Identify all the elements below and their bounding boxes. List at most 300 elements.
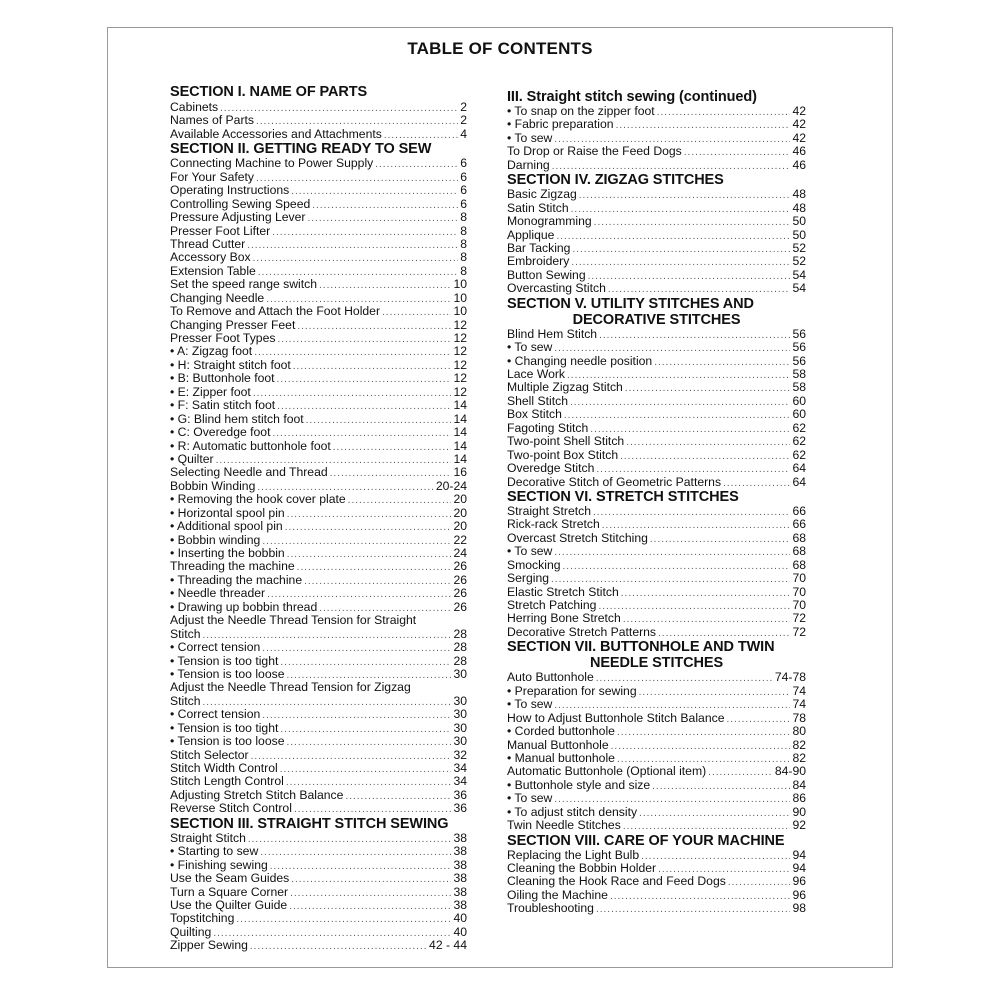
dot-leader bbox=[248, 833, 452, 846]
toc-entry[interactable] bbox=[507, 889, 806, 902]
toc-page-number: 24 bbox=[453, 546, 467, 560]
toc-entry[interactable] bbox=[507, 752, 806, 765]
toc-entry[interactable] bbox=[507, 505, 806, 518]
toc-entry[interactable] bbox=[170, 238, 467, 251]
toc-entry[interactable] bbox=[507, 269, 806, 282]
toc-page-number: 38 bbox=[453, 884, 467, 899]
dot-leader bbox=[599, 329, 790, 342]
toc-entry[interactable] bbox=[507, 626, 806, 639]
toc-page-number: 84 bbox=[792, 777, 806, 792]
toc-entry[interactable] bbox=[170, 128, 467, 141]
toc-entry[interactable] bbox=[170, 708, 467, 721]
toc-page-number: 58 bbox=[792, 380, 806, 395]
toc-page-number: 14 bbox=[453, 425, 467, 440]
toc-entry[interactable] bbox=[507, 449, 806, 462]
toc-entry[interactable] bbox=[170, 668, 467, 681]
dot-leader bbox=[277, 333, 451, 346]
toc-page-number: 42 bbox=[792, 130, 806, 145]
toc-entry-label: Replacing the Light Bulb bbox=[507, 847, 640, 862]
toc-entry-label: Threading the machine bbox=[170, 559, 295, 574]
toc-page-number: 50 bbox=[792, 227, 806, 242]
toc-entry-label: Two-point Shell Stitch bbox=[507, 434, 625, 449]
toc-entry-label: • Correct tension bbox=[170, 707, 261, 722]
toc-entry[interactable] bbox=[507, 875, 806, 888]
toc-entry-label: • Removing the hook cover plate bbox=[170, 492, 346, 507]
toc-entry-label: Turn a Square Corner bbox=[170, 884, 289, 899]
toc-page-number: 34 bbox=[453, 774, 467, 789]
toc-page-number: 22 bbox=[453, 532, 467, 547]
toc-entry[interactable] bbox=[170, 184, 467, 197]
toc-entry-label: Adjusting Stretch Stitch Balance bbox=[170, 787, 344, 802]
dot-leader bbox=[290, 887, 451, 900]
toc-entry[interactable] bbox=[507, 599, 806, 612]
toc-entry[interactable] bbox=[507, 698, 806, 711]
toc-entry-label: • To sew bbox=[507, 340, 553, 355]
toc-entry[interactable] bbox=[507, 612, 806, 625]
toc-page-number: 66 bbox=[792, 503, 806, 518]
toc-page-number: 48 bbox=[792, 200, 806, 215]
toc-entry[interactable] bbox=[170, 628, 467, 641]
toc-entry[interactable] bbox=[507, 545, 806, 558]
toc-entry-label: • E: Zipper foot bbox=[170, 384, 251, 399]
toc-entry[interactable] bbox=[507, 462, 806, 475]
toc-entry-label: Set the speed range switch bbox=[170, 277, 318, 292]
toc-entry-label: • Fabric preparation bbox=[507, 117, 614, 132]
toc-entry[interactable] bbox=[170, 722, 467, 735]
toc-entry-label: Connecting Machine to Power Supply bbox=[170, 156, 374, 171]
toc-entry-label: • To sew bbox=[507, 130, 553, 145]
toc-entry[interactable] bbox=[170, 171, 467, 184]
toc-page-number: 56 bbox=[792, 353, 806, 368]
toc-entry[interactable] bbox=[507, 518, 806, 531]
toc-right-column bbox=[507, 89, 806, 916]
toc-entry[interactable] bbox=[507, 422, 806, 435]
toc-entry[interactable] bbox=[170, 775, 467, 788]
dot-leader bbox=[262, 709, 451, 722]
toc-entry[interactable] bbox=[170, 735, 467, 748]
toc-entry[interactable] bbox=[507, 725, 806, 738]
toc-entry-label: Selecting Needle and Thread bbox=[170, 465, 328, 480]
dot-leader bbox=[625, 382, 791, 395]
section-heading: SECTION VII. BUTTONHOLE AND TWIN bbox=[507, 639, 775, 656]
toc-entry[interactable] bbox=[170, 453, 467, 466]
section-heading: SECTION I. NAME OF PARTS bbox=[170, 84, 368, 100]
toc-entry[interactable] bbox=[507, 328, 806, 341]
toc-page-number: 78 bbox=[792, 710, 806, 725]
toc-page-number: 8 bbox=[460, 210, 467, 225]
dot-leader bbox=[684, 146, 791, 159]
toc-entry[interactable] bbox=[507, 105, 806, 118]
toc-entry[interactable] bbox=[170, 802, 467, 815]
toc-entry-label: • Bobbin winding bbox=[170, 532, 261, 547]
toc-entry-label: To Drop or Raise the Feed Dogs bbox=[507, 144, 682, 159]
toc-entry[interactable] bbox=[170, 332, 467, 345]
toc-entry-label: Stretch Patching bbox=[507, 598, 597, 612]
dot-leader bbox=[330, 467, 452, 480]
toc-entry-label: • A: Zigzag foot bbox=[170, 344, 253, 359]
toc-page-number: 6 bbox=[460, 169, 467, 184]
toc-entry-label: Topstitching bbox=[170, 911, 235, 926]
toc-entry-label: • Correct tension bbox=[170, 640, 261, 655]
toc-page-number: 12 bbox=[453, 371, 467, 386]
dot-leader bbox=[287, 508, 452, 521]
dot-leader bbox=[617, 726, 790, 739]
toc-page-number: 14 bbox=[453, 451, 467, 466]
toc-entry-label: Pressure Adjusting Lever bbox=[170, 210, 306, 225]
toc-entry[interactable] bbox=[507, 159, 806, 172]
toc-entry[interactable] bbox=[507, 435, 806, 448]
toc-entry[interactable] bbox=[170, 157, 467, 170]
toc-entry-label: • Drawing up bobbin thread bbox=[170, 599, 318, 614]
section-heading: SECTION V. UTILITY STITCHES AND bbox=[507, 295, 754, 312]
toc-entry-label: Reverse Stitch Control bbox=[170, 801, 292, 816]
toc-left-column bbox=[170, 84, 467, 953]
toc-entry[interactable] bbox=[507, 188, 806, 201]
toc-entry[interactable] bbox=[170, 251, 467, 264]
toc-entry-label: How to Adjust Buttonhole Stitch Balance bbox=[507, 710, 725, 725]
toc-page-number: 96 bbox=[792, 874, 806, 889]
toc-page-number: 46 bbox=[792, 157, 806, 172]
dot-leader bbox=[272, 226, 458, 239]
toc-page-number: 74-78 bbox=[774, 670, 806, 685]
toc-entry[interactable] bbox=[170, 681, 467, 694]
toc-entry[interactable] bbox=[170, 574, 467, 587]
toc-entry-label: Monogramming bbox=[507, 214, 592, 229]
toc-entry-label: • Additional spool pin bbox=[170, 519, 283, 534]
toc-entry-label: Overcasting Stitch bbox=[507, 281, 606, 296]
dot-leader bbox=[287, 548, 452, 561]
toc-page-number: 82 bbox=[792, 750, 806, 765]
toc-entry[interactable] bbox=[170, 292, 467, 305]
dot-leader bbox=[333, 441, 452, 454]
toc-page-number: 54 bbox=[792, 267, 806, 282]
toc-entry-label: Stitch Length Control bbox=[170, 774, 284, 789]
toc-page-number: 20 bbox=[453, 519, 467, 534]
toc-entry-label: • Tension is too loose bbox=[170, 666, 285, 681]
toc-entry-label: Stitch Selector bbox=[170, 747, 249, 762]
toc-entry-label: Straight Stitch bbox=[170, 830, 246, 845]
toc-entry-label: Button Sewing bbox=[507, 267, 586, 282]
toc-entry[interactable] bbox=[507, 685, 806, 698]
toc-entry[interactable] bbox=[507, 765, 806, 778]
toc-entry[interactable] bbox=[507, 118, 806, 131]
toc-entry[interactable] bbox=[507, 819, 806, 832]
dot-leader bbox=[236, 913, 451, 926]
toc-entry[interactable] bbox=[507, 671, 806, 684]
toc-page-number: 40 bbox=[453, 911, 467, 926]
toc-entry[interactable] bbox=[507, 132, 806, 145]
toc-entry-label: Decorative Stitch of Geometric Patterns bbox=[507, 474, 722, 489]
section-heading: SECTION VI. STRETCH STITCHES bbox=[507, 488, 739, 505]
toc-entry[interactable] bbox=[507, 145, 806, 158]
dot-leader bbox=[253, 387, 452, 400]
toc-entry-label: Herring Bone Stretch bbox=[507, 611, 621, 626]
dot-leader bbox=[654, 356, 790, 369]
toc-entry-label: Satin Stitch bbox=[507, 200, 569, 215]
toc-entry[interactable] bbox=[170, 413, 467, 426]
toc-entry[interactable] bbox=[507, 215, 806, 228]
toc-page-number: 10 bbox=[453, 277, 467, 292]
dot-leader bbox=[564, 409, 791, 422]
dot-leader bbox=[293, 360, 452, 373]
dot-leader bbox=[611, 740, 791, 753]
toc-page-number: 6 bbox=[460, 196, 467, 211]
toc-entry[interactable] bbox=[170, 859, 467, 872]
dot-leader bbox=[297, 561, 452, 574]
toc-entry[interactable] bbox=[170, 211, 467, 224]
toc-entry-label: Changing Presser Feet bbox=[170, 317, 296, 332]
toc-page-number: 72 bbox=[792, 611, 806, 626]
toc-entry[interactable] bbox=[170, 749, 467, 762]
toc-page-number: 38 bbox=[453, 844, 467, 859]
toc-page-number: 96 bbox=[792, 887, 806, 902]
toc-entry-label: • Preparation for sewing bbox=[507, 683, 637, 698]
toc-entry[interactable] bbox=[170, 480, 467, 493]
toc-entry[interactable] bbox=[507, 202, 806, 215]
toc-page-number: 94 bbox=[792, 847, 806, 862]
toc-entry[interactable] bbox=[170, 305, 467, 318]
toc-entry-label: • Needle threader bbox=[170, 586, 266, 601]
dot-leader bbox=[571, 256, 790, 269]
toc-page-number: 68 bbox=[792, 544, 806, 559]
toc-entry-label: Cleaning the Bobbin Holder bbox=[507, 861, 657, 875]
dot-leader bbox=[610, 890, 790, 903]
section-heading: SECTION II. GETTING READY TO SEW bbox=[170, 141, 432, 158]
toc-entry-label: Rick-rack Stretch bbox=[507, 517, 600, 532]
toc-page-number: 34 bbox=[453, 761, 467, 775]
toc-entry-label: Quilting bbox=[170, 924, 212, 939]
toc-entry[interactable] bbox=[170, 872, 467, 885]
dot-leader bbox=[563, 560, 791, 573]
toc-entry[interactable] bbox=[507, 792, 806, 805]
toc-entry[interactable] bbox=[507, 532, 806, 545]
toc-page-number: 10 bbox=[453, 290, 467, 305]
toc-entry[interactable] bbox=[170, 560, 467, 573]
toc-entry[interactable] bbox=[170, 762, 467, 775]
dot-leader bbox=[639, 807, 790, 820]
toc-entry[interactable] bbox=[507, 408, 806, 421]
toc-entry-label: • H: Straight stitch foot bbox=[170, 357, 291, 372]
toc-entry[interactable] bbox=[170, 265, 467, 278]
toc-entry-label: Stitch bbox=[170, 626, 201, 641]
section-heading: NEEDLE STITCHES bbox=[589, 655, 724, 672]
toc-entry[interactable] bbox=[170, 601, 467, 614]
toc-entry[interactable] bbox=[170, 614, 467, 627]
dot-leader bbox=[639, 686, 791, 699]
toc-page-number: 82 bbox=[792, 737, 806, 752]
toc-entry[interactable] bbox=[170, 520, 467, 533]
toc-page-number: 6 bbox=[460, 183, 467, 198]
toc-entry-label: • B: Buttonhole foot bbox=[170, 371, 275, 386]
toc-entry-label: Zipper Sewing bbox=[170, 938, 248, 953]
toc-page-number: 2 bbox=[460, 100, 467, 114]
toc-entry[interactable] bbox=[170, 440, 467, 453]
toc-entry[interactable] bbox=[507, 368, 806, 381]
toc-page-number: 70 bbox=[792, 571, 806, 586]
toc-page-number: 80 bbox=[792, 724, 806, 739]
toc-entry[interactable] bbox=[170, 641, 467, 654]
dot-leader bbox=[308, 212, 459, 225]
dot-leader bbox=[270, 860, 452, 873]
toc-entry-label: Fagoting Stitch bbox=[507, 420, 589, 435]
toc-entry[interactable] bbox=[507, 242, 806, 255]
toc-entry[interactable] bbox=[170, 547, 467, 560]
toc-entry-label: Presser Foot Types bbox=[170, 331, 276, 345]
toc-page-number: 38 bbox=[453, 897, 467, 912]
toc-entry[interactable] bbox=[507, 255, 806, 268]
toc-entry[interactable] bbox=[170, 198, 467, 211]
toc-entry[interactable] bbox=[170, 225, 467, 238]
dot-leader bbox=[285, 521, 452, 534]
dot-leader bbox=[726, 713, 790, 726]
toc-entry-label: Two-point Box Stitch bbox=[507, 447, 619, 462]
toc-page-number: 62 bbox=[792, 434, 806, 449]
toc-page-number: 32 bbox=[453, 747, 467, 762]
section-heading: SECTION IV. ZIGZAG STITCHES bbox=[507, 172, 724, 189]
toc-entry[interactable] bbox=[507, 902, 806, 915]
toc-entry-label: • Corded buttonhole bbox=[507, 724, 615, 739]
dot-leader bbox=[247, 239, 458, 252]
toc-entry[interactable] bbox=[507, 806, 806, 819]
toc-entry[interactable] bbox=[170, 912, 467, 925]
toc-entry[interactable] bbox=[507, 355, 806, 368]
dot-leader bbox=[260, 846, 451, 859]
toc-entry-label: Cabinets bbox=[170, 100, 219, 114]
toc-entry[interactable] bbox=[507, 779, 806, 792]
toc-entry[interactable] bbox=[170, 926, 467, 939]
toc-entry-label: Automatic Buttonhole (Optional item) bbox=[507, 764, 707, 779]
toc-entry-label: • Starting to sew bbox=[170, 844, 259, 859]
dot-leader bbox=[620, 450, 790, 463]
toc-page-number: 70 bbox=[792, 598, 806, 612]
toc-entry[interactable] bbox=[507, 476, 806, 489]
toc-entry-label: • To sew bbox=[507, 697, 553, 712]
dot-leader bbox=[593, 506, 790, 519]
toc-page-number: 26 bbox=[453, 559, 467, 574]
toc-entry-label: Changing Needle bbox=[170, 290, 265, 305]
toc-entry-label: Darning bbox=[507, 157, 550, 172]
toc-page-number: 26 bbox=[453, 572, 467, 587]
toc-entry[interactable] bbox=[170, 372, 467, 385]
toc-entry-label: • Manual buttonhole bbox=[507, 750, 615, 765]
toc-entry[interactable] bbox=[170, 886, 467, 899]
dot-leader bbox=[319, 279, 451, 292]
toc-page-number: 62 bbox=[792, 447, 806, 462]
toc-page-number: 68 bbox=[792, 557, 806, 572]
toc-entry[interactable] bbox=[170, 789, 467, 802]
toc-entry[interactable] bbox=[170, 939, 467, 952]
toc-entry[interactable] bbox=[170, 587, 467, 600]
dot-leader bbox=[280, 656, 451, 669]
toc-entry[interactable] bbox=[170, 101, 467, 114]
toc-entry[interactable] bbox=[507, 395, 806, 408]
dot-leader bbox=[641, 850, 790, 863]
toc-entry[interactable] bbox=[170, 319, 467, 332]
toc-page-number: 20-24 bbox=[435, 478, 467, 493]
toc-entry[interactable] bbox=[170, 534, 467, 547]
toc-page-number: 38 bbox=[453, 830, 467, 845]
toc-page-number: 48 bbox=[792, 187, 806, 202]
toc-entry[interactable] bbox=[507, 586, 806, 599]
dot-leader bbox=[579, 189, 791, 202]
toc-entry[interactable] bbox=[507, 739, 806, 752]
toc-entry-label: Oiling the Machine bbox=[507, 887, 608, 902]
toc-page-number: 74 bbox=[792, 683, 806, 698]
toc-entry-label: Use the Quilter Guide bbox=[170, 897, 288, 912]
toc-entry[interactable] bbox=[170, 695, 467, 708]
toc-entry[interactable] bbox=[170, 386, 467, 399]
toc-entry[interactable] bbox=[507, 572, 806, 585]
toc-entry-label: Adjust the Needle Thread Tension for Straight bbox=[170, 613, 417, 628]
dot-leader bbox=[382, 306, 451, 319]
toc-entry-label: Multiple Zigzag Stitch bbox=[507, 380, 623, 395]
toc-page-number: 68 bbox=[792, 530, 806, 545]
toc-entry-label: Applique bbox=[507, 227, 555, 242]
dot-leader bbox=[598, 600, 790, 613]
toc-page-number: 10 bbox=[453, 304, 467, 319]
toc-page-number: 38 bbox=[453, 871, 467, 886]
toc-page-number: 50 bbox=[792, 214, 806, 229]
toc-entry-label: • Finishing sewing bbox=[170, 857, 268, 872]
toc-page-number: 58 bbox=[792, 367, 806, 381]
toc-entry[interactable] bbox=[170, 359, 467, 372]
toc-page-number: 56 bbox=[792, 340, 806, 355]
toc-entry[interactable] bbox=[170, 899, 467, 912]
toc-entry-label: Presser Foot Lifter bbox=[170, 223, 271, 238]
toc-page-number: 16 bbox=[453, 465, 467, 480]
toc-entry-label: Troubleshooting bbox=[507, 901, 594, 916]
toc-entry[interactable] bbox=[170, 278, 467, 291]
toc-entry[interactable] bbox=[507, 559, 806, 572]
toc-entry-label: Manual Buttonhole bbox=[507, 737, 609, 752]
toc-entry[interactable] bbox=[170, 399, 467, 412]
toc-page-number: 86 bbox=[792, 791, 806, 806]
toc-page-number: 54 bbox=[792, 281, 806, 296]
dot-leader bbox=[213, 927, 451, 940]
toc-page-number: 8 bbox=[460, 250, 467, 265]
toc-entry[interactable] bbox=[507, 712, 806, 725]
dot-leader bbox=[306, 414, 452, 427]
toc-entry[interactable] bbox=[507, 849, 806, 862]
toc-page-number: 36 bbox=[453, 801, 467, 816]
toc-entry[interactable] bbox=[507, 341, 806, 354]
toc-entry[interactable] bbox=[507, 862, 806, 875]
toc-entry[interactable] bbox=[507, 381, 806, 394]
toc-page-number: 8 bbox=[460, 223, 467, 238]
toc-entry[interactable] bbox=[507, 282, 806, 295]
toc-entry[interactable] bbox=[507, 229, 806, 242]
toc-page-number: 12 bbox=[453, 384, 467, 399]
toc-entry-label: Shell Stitch bbox=[507, 393, 568, 408]
toc-page-number: 12 bbox=[453, 357, 467, 372]
toc-entry-label: • Changing needle position bbox=[507, 353, 653, 368]
toc-entry-label: • R: Automatic buttonhole foot bbox=[170, 438, 331, 453]
toc-entry[interactable] bbox=[170, 426, 467, 439]
toc-entry[interactable] bbox=[170, 832, 467, 845]
toc-entry[interactable] bbox=[170, 507, 467, 520]
toc-entry-label: For Your Safety bbox=[170, 169, 255, 184]
toc-entry[interactable] bbox=[170, 114, 467, 127]
toc-page-number: 28 bbox=[453, 626, 467, 641]
toc-entry[interactable] bbox=[170, 345, 467, 358]
toc-entry[interactable] bbox=[170, 466, 467, 479]
toc-entry[interactable] bbox=[170, 655, 467, 668]
dot-leader bbox=[375, 158, 458, 171]
toc-entry[interactable] bbox=[170, 493, 467, 506]
toc-entry-label: Extension Table bbox=[170, 263, 256, 278]
toc-entry-label: Stitch Width Control bbox=[170, 761, 278, 775]
toc-entry[interactable] bbox=[170, 845, 467, 858]
